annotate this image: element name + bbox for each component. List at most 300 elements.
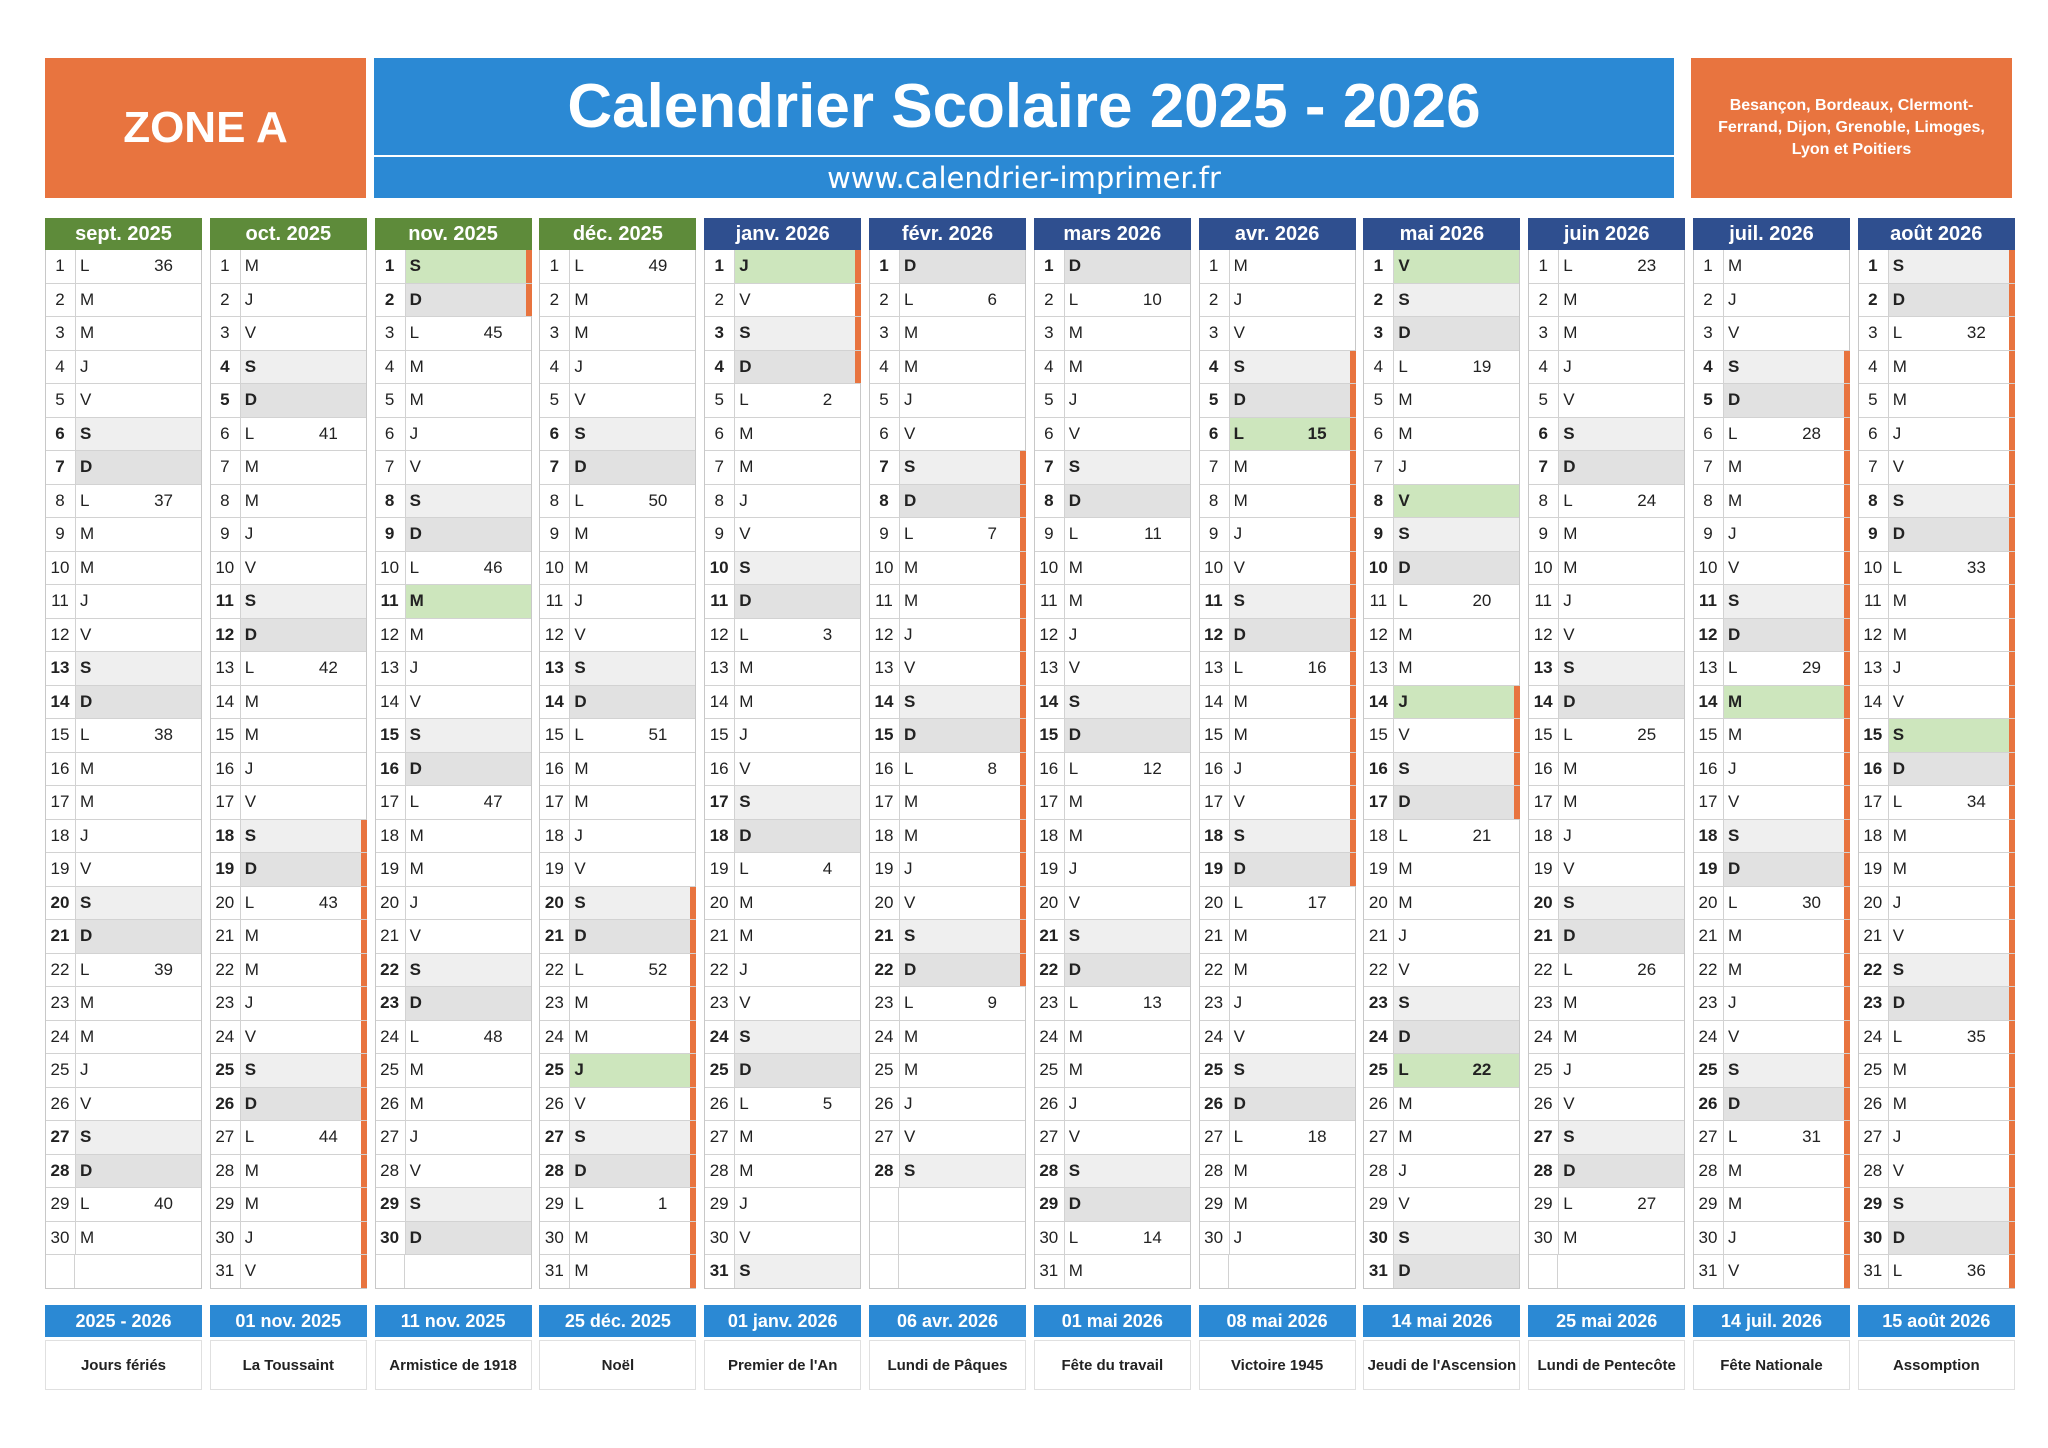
day-cell bbox=[376, 652, 531, 686]
day-letter: J bbox=[240, 987, 270, 1020]
day-number: 8 bbox=[1208, 490, 1219, 510]
day-letter: S bbox=[569, 418, 599, 451]
day-number: 14 bbox=[50, 691, 70, 711]
day-number: 19 bbox=[380, 859, 400, 879]
day-number: 13 bbox=[1039, 658, 1059, 678]
day-letter: J bbox=[1064, 619, 1094, 652]
day-letter: M bbox=[1558, 518, 1588, 551]
day-cell bbox=[870, 853, 1025, 887]
day-cell bbox=[705, 719, 860, 753]
day-letter: S bbox=[899, 1155, 929, 1188]
holiday-name: Jeudi de l'Ascension bbox=[1363, 1340, 1520, 1390]
day-number: 11 bbox=[1699, 591, 1717, 611]
day-cell bbox=[1035, 418, 1190, 452]
day-number: 30 bbox=[1204, 1227, 1224, 1247]
day-number: 25 bbox=[1863, 1060, 1883, 1080]
day-cell bbox=[705, 1222, 860, 1256]
day-letter: V bbox=[1888, 1155, 1918, 1188]
day-letter: S bbox=[734, 786, 764, 819]
day-number: 7 bbox=[1373, 457, 1384, 477]
day-letter: M bbox=[1229, 250, 1259, 283]
day-number: 10 bbox=[380, 557, 400, 577]
day-number: 2 bbox=[879, 289, 889, 309]
day-letter: M bbox=[899, 317, 929, 350]
vacation-marker bbox=[361, 987, 367, 1020]
day-letter: J bbox=[899, 384, 929, 417]
day-cell bbox=[46, 887, 201, 921]
day-cell bbox=[870, 1222, 1025, 1256]
day-letter: S bbox=[569, 652, 599, 685]
day-cell bbox=[540, 418, 695, 452]
day-cell bbox=[1694, 786, 1849, 820]
day-number: 23 bbox=[380, 993, 400, 1013]
day-number: 11 bbox=[1534, 591, 1553, 611]
day-cell bbox=[46, 451, 201, 485]
vacation-marker bbox=[690, 1021, 696, 1054]
day-number: 14 bbox=[1698, 691, 1718, 711]
day-number: 1 bbox=[1538, 256, 1548, 276]
day-cell bbox=[1529, 686, 1684, 720]
day-cell bbox=[1200, 719, 1355, 753]
day-letter: J bbox=[1723, 1222, 1753, 1255]
day-cell bbox=[1529, 284, 1684, 318]
day-cell bbox=[705, 1255, 860, 1289]
day-cell bbox=[1200, 1054, 1355, 1088]
day-cell bbox=[1035, 1054, 1190, 1088]
day-number: 2 bbox=[549, 289, 560, 309]
month-header: janv. 2026 bbox=[704, 218, 861, 250]
week-number: 35 bbox=[1966, 1026, 1986, 1046]
day-letter: M bbox=[569, 317, 599, 350]
vacation-marker bbox=[2009, 753, 2015, 786]
day-number: 3 bbox=[714, 323, 724, 343]
day-cell bbox=[1694, 351, 1849, 385]
day-number: 19 bbox=[1698, 859, 1718, 879]
day-letter: V bbox=[1064, 418, 1094, 451]
day-letter: V bbox=[75, 1088, 105, 1121]
day-number: 24 bbox=[215, 1026, 235, 1046]
day-letter: M bbox=[899, 1054, 929, 1087]
day-cell bbox=[1035, 753, 1190, 787]
day-number: 31 bbox=[215, 1261, 235, 1281]
day-cell bbox=[1859, 552, 2014, 586]
day-number: 28 bbox=[1863, 1160, 1883, 1180]
vacation-marker bbox=[690, 1155, 696, 1188]
day-number: 1 bbox=[384, 256, 395, 276]
day-letter: S bbox=[1888, 250, 1918, 283]
month-header: août 2026 bbox=[1858, 218, 2015, 250]
day-cell bbox=[46, 686, 201, 720]
day-letter: V bbox=[1558, 1088, 1588, 1121]
day-number: 17 bbox=[544, 792, 564, 812]
day-number: 14 bbox=[1039, 691, 1059, 711]
holiday-name: Premier de l'An bbox=[704, 1340, 861, 1390]
day-number: 11 bbox=[1369, 591, 1388, 611]
week-number: 45 bbox=[483, 323, 503, 343]
day-letter: J bbox=[734, 954, 764, 987]
day-cell bbox=[211, 317, 366, 351]
day-letter: V bbox=[240, 1021, 270, 1054]
day-cell bbox=[46, 719, 201, 753]
day-cell bbox=[46, 1121, 201, 1155]
week-number: 22 bbox=[1472, 1060, 1492, 1080]
day-letter: M bbox=[240, 485, 270, 518]
day-cell bbox=[705, 250, 860, 284]
day-letter: S bbox=[1723, 351, 1753, 384]
day-number: 23 bbox=[874, 993, 894, 1013]
day-number: 16 bbox=[1368, 758, 1388, 778]
day-number: 21 bbox=[1368, 926, 1388, 946]
day-number: 20 bbox=[380, 892, 400, 912]
week-number: 26 bbox=[1637, 959, 1657, 979]
day-number: 8 bbox=[220, 490, 230, 510]
day-number: 24 bbox=[709, 1026, 729, 1046]
day-cell bbox=[46, 619, 201, 653]
day-letter: M bbox=[405, 384, 435, 417]
day-cell bbox=[1035, 250, 1190, 284]
day-cell bbox=[705, 887, 860, 921]
day-number: 30 bbox=[50, 1227, 70, 1247]
day-number: 31 bbox=[709, 1261, 729, 1281]
vacation-marker bbox=[1020, 887, 1026, 920]
day-letter: L bbox=[1723, 1121, 1753, 1154]
day-letter: M bbox=[240, 920, 270, 953]
day-cell bbox=[376, 585, 531, 619]
day-cell bbox=[1529, 1222, 1684, 1256]
week-number: 2 bbox=[822, 390, 833, 410]
day-number: 2 bbox=[1538, 289, 1548, 309]
month-header: sept. 2025 bbox=[45, 218, 202, 250]
day-cell bbox=[1200, 518, 1355, 552]
day-letter: V bbox=[1064, 652, 1094, 685]
vacation-marker bbox=[1844, 686, 1850, 719]
week-number: 34 bbox=[1966, 792, 1986, 812]
day-cell bbox=[1364, 585, 1519, 619]
day-number: 30 bbox=[215, 1227, 235, 1247]
day-number: 24 bbox=[1698, 1026, 1718, 1046]
day-cell bbox=[1529, 1054, 1684, 1088]
day-cell bbox=[1694, 317, 1849, 351]
holiday-date: 01 nov. 2025 bbox=[210, 1305, 367, 1337]
day-number: 9 bbox=[1208, 524, 1219, 544]
day-letter: L bbox=[734, 1088, 764, 1121]
day-letter: S bbox=[1229, 1054, 1259, 1087]
holiday-name: Fête Nationale bbox=[1693, 1340, 1850, 1390]
holiday-date: 14 mai 2026 bbox=[1363, 1305, 1520, 1337]
day-number: 14 bbox=[874, 691, 894, 711]
vacation-marker bbox=[1350, 786, 1356, 819]
day-letter: S bbox=[1229, 351, 1259, 384]
day-letter: D bbox=[75, 451, 105, 484]
month-column bbox=[45, 218, 202, 1289]
holiday-name: La Toussaint bbox=[210, 1340, 367, 1390]
vacation-marker bbox=[1350, 384, 1356, 417]
day-number: 20 bbox=[50, 892, 70, 912]
day-cell bbox=[1035, 317, 1190, 351]
day-letter: V bbox=[405, 451, 435, 484]
site-url[interactable]: www.calendrier-imprimer.fr bbox=[374, 157, 1674, 198]
day-number: 30 bbox=[1863, 1227, 1883, 1247]
day-number: 19 bbox=[1368, 859, 1388, 879]
day-letter: L bbox=[1558, 1188, 1588, 1221]
day-letter: M bbox=[75, 284, 105, 317]
day-cell bbox=[1364, 317, 1519, 351]
day-number: 24 bbox=[1863, 1026, 1883, 1046]
day-cell bbox=[870, 1121, 1025, 1155]
day-cell bbox=[1859, 317, 2014, 351]
day-number: 10 bbox=[215, 557, 235, 577]
day-cell bbox=[376, 820, 531, 854]
vacation-marker bbox=[855, 250, 861, 283]
day-letter: D bbox=[1558, 451, 1588, 484]
day-number: 17 bbox=[380, 792, 400, 812]
day-number: 4 bbox=[384, 356, 395, 376]
day-number: 3 bbox=[1373, 323, 1384, 343]
vacation-marker bbox=[1350, 552, 1356, 585]
day-cell bbox=[870, 485, 1025, 519]
day-letter: V bbox=[569, 1088, 599, 1121]
day-cell bbox=[211, 954, 366, 988]
week-number: 18 bbox=[1307, 1127, 1327, 1147]
day-cell bbox=[211, 619, 366, 653]
day-letter: M bbox=[1229, 1155, 1259, 1188]
day-cell bbox=[540, 585, 695, 619]
day-cell bbox=[376, 1054, 531, 1088]
day-number: 30 bbox=[1698, 1227, 1718, 1247]
day-letter: J bbox=[734, 485, 764, 518]
day-cell bbox=[1200, 284, 1355, 318]
vacation-marker bbox=[2009, 518, 2015, 551]
vacation-marker bbox=[2009, 1155, 2015, 1188]
day-cell bbox=[1364, 686, 1519, 720]
vacation-marker bbox=[2009, 887, 2015, 920]
day-letter: M bbox=[899, 351, 929, 384]
holiday-name: Armistice de 1918 bbox=[375, 1340, 532, 1390]
day-letter: M bbox=[734, 1155, 764, 1188]
day-cell bbox=[1364, 786, 1519, 820]
day-number: 29 bbox=[544, 1194, 564, 1214]
day-letter: V bbox=[240, 1255, 270, 1288]
day-number: 16 bbox=[874, 758, 894, 778]
day-letter: J bbox=[1229, 518, 1259, 551]
week-number: 27 bbox=[1637, 1194, 1657, 1214]
day-cell bbox=[870, 552, 1025, 586]
day-number: 25 bbox=[709, 1060, 729, 1080]
day-cell bbox=[1859, 1088, 2014, 1122]
day-cell bbox=[46, 1021, 201, 1055]
day-number: 15 bbox=[1533, 725, 1553, 745]
week-number: 21 bbox=[1472, 825, 1492, 845]
day-letter: L bbox=[75, 485, 105, 518]
day-letter: L bbox=[1888, 317, 1918, 350]
day-cell bbox=[540, 786, 695, 820]
month-column bbox=[1034, 218, 1191, 1289]
day-letter: V bbox=[1393, 1188, 1423, 1221]
week-number: 46 bbox=[483, 557, 503, 577]
day-cell bbox=[540, 686, 695, 720]
day-number: 26 bbox=[709, 1093, 729, 1113]
day-letter: M bbox=[1229, 485, 1259, 518]
day-cell bbox=[1364, 853, 1519, 887]
day-number: 14 bbox=[215, 691, 235, 711]
day-number: 14 bbox=[709, 691, 729, 711]
day-number: 17 bbox=[1863, 792, 1883, 812]
day-letter: M bbox=[899, 585, 929, 618]
day-cell bbox=[211, 1021, 366, 1055]
vacation-marker bbox=[361, 1155, 367, 1188]
day-cell bbox=[46, 987, 201, 1021]
day-number: 12 bbox=[1039, 624, 1059, 644]
day-number: 27 bbox=[544, 1127, 564, 1147]
vacation-marker bbox=[1844, 418, 1850, 451]
day-letter: S bbox=[1723, 585, 1753, 618]
day-number: 7 bbox=[1868, 457, 1878, 477]
day-number: 21 bbox=[1204, 926, 1224, 946]
day-letter: S bbox=[734, 317, 764, 350]
day-letter: D bbox=[1558, 686, 1588, 719]
vacation-marker bbox=[1350, 619, 1356, 652]
day-cell bbox=[705, 317, 860, 351]
day-number: 9 bbox=[1868, 524, 1878, 544]
vacation-marker bbox=[2009, 552, 2015, 585]
day-letter: V bbox=[734, 1222, 764, 1255]
month-header: oct. 2025 bbox=[210, 218, 367, 250]
day-letter: M bbox=[1064, 1021, 1094, 1054]
day-number: 11 bbox=[710, 591, 729, 611]
day-number: 21 bbox=[1533, 926, 1553, 946]
day-number: 9 bbox=[1703, 524, 1713, 544]
day-number: 19 bbox=[1533, 859, 1553, 879]
day-cell bbox=[1859, 451, 2014, 485]
day-cell bbox=[540, 518, 695, 552]
day-cell bbox=[1694, 1155, 1849, 1189]
day-number: 26 bbox=[215, 1093, 235, 1113]
day-letter: M bbox=[734, 686, 764, 719]
day-number: 4 bbox=[1373, 356, 1384, 376]
day-number: 13 bbox=[709, 658, 729, 678]
day-cell bbox=[1694, 920, 1849, 954]
day-cell bbox=[1694, 652, 1849, 686]
day-letter: M bbox=[734, 887, 764, 920]
day-cell bbox=[870, 250, 1025, 284]
day-letter: D bbox=[405, 987, 435, 1020]
day-cell bbox=[540, 552, 695, 586]
day-number: 15 bbox=[544, 725, 564, 745]
vacation-marker bbox=[1844, 1121, 1850, 1154]
day-letter: V bbox=[1229, 786, 1259, 819]
holiday-name: Noël bbox=[539, 1340, 696, 1390]
day-cell bbox=[1200, 317, 1355, 351]
day-number: 1 bbox=[1208, 256, 1219, 276]
vacation-marker bbox=[361, 1222, 367, 1255]
day-letter: D bbox=[1393, 1255, 1423, 1288]
day-cell bbox=[1529, 250, 1684, 284]
day-number: 17 bbox=[1039, 792, 1059, 812]
day-letter: S bbox=[1064, 686, 1094, 719]
day-cell bbox=[1529, 820, 1684, 854]
day-cell bbox=[1694, 1054, 1849, 1088]
day-cell bbox=[1694, 250, 1849, 284]
vacation-marker bbox=[2009, 418, 2015, 451]
day-letter: L bbox=[1229, 652, 1259, 685]
day-number: 23 bbox=[1533, 993, 1553, 1013]
day-cell bbox=[1529, 1121, 1684, 1155]
vacation-marker bbox=[361, 920, 367, 953]
vacation-marker bbox=[2009, 920, 2015, 953]
day-letter: J bbox=[1229, 987, 1259, 1020]
day-number: 18 bbox=[1039, 825, 1059, 845]
day-cell bbox=[1364, 552, 1519, 586]
day-cell bbox=[1859, 1155, 2014, 1189]
day-letter: L bbox=[734, 384, 764, 417]
day-cell bbox=[870, 619, 1025, 653]
day-number: 20 bbox=[1204, 892, 1224, 912]
day-cell bbox=[1200, 351, 1355, 385]
day-number: 11 bbox=[545, 591, 564, 611]
day-cell bbox=[211, 853, 366, 887]
day-letter: S bbox=[1558, 1121, 1588, 1154]
day-cell bbox=[211, 284, 366, 318]
month-header: mai 2026 bbox=[1363, 218, 1520, 250]
day-letter: J bbox=[1229, 284, 1259, 317]
day-cell bbox=[1694, 451, 1849, 485]
day-letter: V bbox=[1393, 250, 1423, 283]
day-number: 23 bbox=[1863, 993, 1883, 1013]
day-letter: D bbox=[1723, 384, 1753, 417]
day-cell bbox=[540, 1155, 695, 1189]
day-cell bbox=[46, 652, 201, 686]
day-letter: V bbox=[240, 552, 270, 585]
day-cell bbox=[1035, 652, 1190, 686]
day-letter: J bbox=[405, 1121, 435, 1154]
day-number: 15 bbox=[709, 725, 729, 745]
vacation-marker bbox=[1020, 719, 1026, 752]
day-cell bbox=[211, 351, 366, 385]
day-cell bbox=[1529, 887, 1684, 921]
day-number: 8 bbox=[1703, 490, 1713, 510]
day-number: 31 bbox=[1039, 1261, 1059, 1281]
day-number: 5 bbox=[55, 390, 65, 410]
vacation-marker bbox=[1350, 351, 1356, 384]
day-letter: M bbox=[1393, 1121, 1423, 1154]
day-number: 17 bbox=[1533, 792, 1553, 812]
day-number: 18 bbox=[709, 825, 729, 845]
day-cell bbox=[540, 1222, 695, 1256]
day-cell bbox=[1035, 485, 1190, 519]
day-cell bbox=[870, 284, 1025, 318]
day-number: 20 bbox=[1698, 892, 1718, 912]
vacation-marker bbox=[1020, 652, 1026, 685]
day-letter: L bbox=[1723, 887, 1753, 920]
day-number: 22 bbox=[50, 959, 70, 979]
day-number: 4 bbox=[714, 356, 724, 376]
day-number: 12 bbox=[1863, 624, 1883, 644]
day-cell bbox=[1694, 1255, 1849, 1289]
day-number: 3 bbox=[879, 323, 889, 343]
day-letter: J bbox=[569, 585, 599, 618]
day-number: 22 bbox=[215, 959, 235, 979]
day-letter: M bbox=[1393, 1088, 1423, 1121]
day-cell bbox=[1200, 619, 1355, 653]
day-letter: L bbox=[240, 652, 270, 685]
week-number: 33 bbox=[1966, 557, 1986, 577]
day-number: 7 bbox=[1208, 457, 1219, 477]
day-number: 15 bbox=[50, 725, 70, 745]
vacation-marker bbox=[361, 1021, 367, 1054]
day-letter: M bbox=[75, 786, 105, 819]
day-letter: J bbox=[405, 652, 435, 685]
vacation-marker bbox=[1844, 652, 1850, 685]
